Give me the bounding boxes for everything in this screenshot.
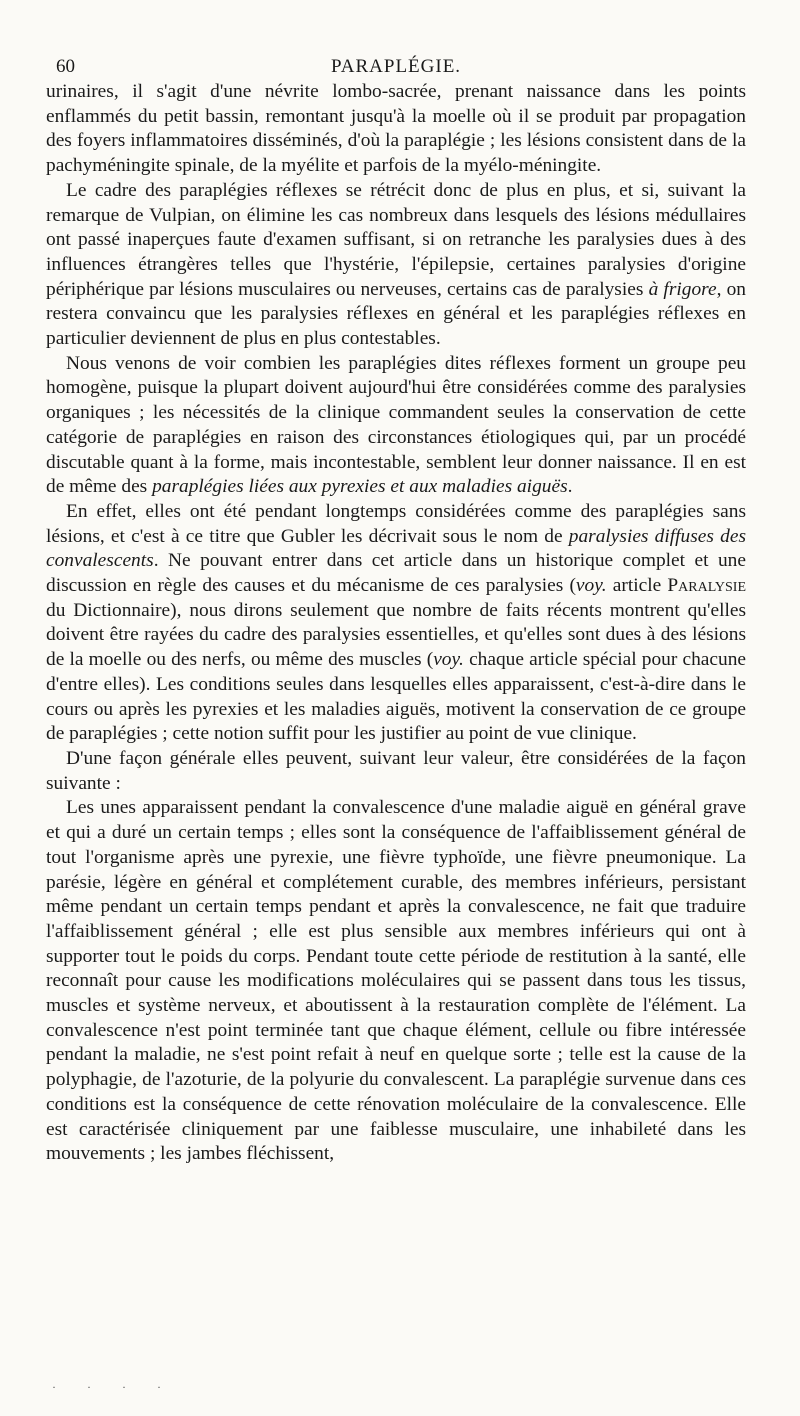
paragraph-4-smallcaps: Paralysie (667, 575, 746, 597)
paragraph-4-italic-1: paralysies diffuses des convalescents (46, 525, 746, 572)
paragraph-5-text: D'une façon générale elles peuvent, suivant leur valeur, être considérées de la façon suivante : (46, 747, 746, 794)
paragraph-4-text-5: chaque article spécial pour chacune d'entre elles). Les conditions seules dans lesquelles elles apparaissent, c'est-à-dire dans le cours ou après les pyrexies et les maladies aiguës, motivent la conservation de ce groupe de paraplégies ; cette notion suffit pour les justifier au point de vue clinique. (46, 649, 746, 745)
paragraph-2-text-a: Le cadre des paraplégies réflexes se rétrécit donc de plus en plus, et si, suivant la remarque de Vulpian, on élimine les cas nombreux dans lesquels des lésions médullaires ont passé inaperçues faute d'examen suffisant, si on retranche les paralysies dues à des influences étrangères telles que l'hystérie, l'épilepsie, certaines paralysies d'origine périphérique par lésions musculaires ou nerveuses, certains cas de paralysies (46, 179, 746, 300)
paragraph-2 (46, 179, 746, 352)
paragraph-4 (46, 500, 746, 747)
body-text (46, 80, 746, 1167)
paragraph-4-italic-2: voy. (575, 575, 607, 597)
paragraph-4-text-4: du Dictionnaire), nous dirons seulement que nombre de faits récents montrent qu'elles doivent être rayées du cadre des paralysies essentielles, et qu'elles sont dues à des lésions de la moelle ou des nerfs, ou même des muscles ( (46, 599, 746, 671)
paragraph-3-text-b: . (567, 476, 573, 498)
paragraph-3-italic: paraplégies liées aux pyrexies et aux maladies aiguës (152, 476, 568, 498)
running-title: PARAPLÉGIE. (330, 56, 462, 77)
page-header (46, 46, 746, 80)
paragraph-2-text-b: , on restera convaincu que les paralysies réflexes en général et les paraplégies réflexes en particulier deviennent de plus en plus contestables. (46, 278, 746, 350)
paragraph-5 (46, 747, 746, 796)
paragraph-4-text-2: . Ne pouvant entrer dans cet article dans un historique complet et une discussion en règle des causes et du mécanisme de ces paralysies ( (46, 550, 746, 597)
paragraph-6-text: Les unes apparaissent pendant la convalescence d'une maladie aiguë en général grave et qui a duré un certain temps ; elles sont la conséquence de l'affaiblissement général de tout l'organisme après une pyrexie, une fièvre typhoïde, une fièvre pneumonique. La parésie, légère en général et complétement curable, des membres inférieurs, persistant même pendant un certain temps pendant et après la convalescence, ne fait que traduire l'affaiblissement général ; elle est plus sensible aux membres inférieurs qui ont à supporter tout le poids du corps. Pendant toute cette période de restitution à la santé, elle reconnaît pour cause les modifications moléculaires qui se passent dans tous les tissus, muscles et système nerveux, et aboutissent à la restauration complète de l'élément. La convalescence n'est point terminée tant que chaque élément, cellule ou fibre intéressée pendant la maladie, ne s'est point refait à neuf en quelque sorte ; telle est la cause de la polyphagie, de l'azoturie, de la polyurie du convalescent. La paraplégie survenue dans ces conditions est la conséquence de cette rénovation moléculaire de la convalescence. Elle est caractérisée cliniquement par une faiblesse musculaire, une inhabileté dans les mouvements ; les jambes fléchissent, (46, 797, 746, 1165)
paragraph-1 (46, 80, 746, 179)
paragraph-1-text: urinaires, il s'agit d'une névrite lombo-sacrée, prenant naissance dans les points enflammés du petit bassin, remontant jusqu'à la moelle où il se produit par propagation des foyers inflammatoires disséminés, d'où la paraplégie ; les lésions consistent dans de la pachyméningite spinale, de la myélite et parfois de la myélo-méningite. (46, 81, 746, 177)
paragraph-4-text-1: En effet, elles ont été pendant longtemps considérées comme des paraplégies sans lésions, et c'est à ce titre que Gubler les décrivait sous le nom de (46, 500, 746, 547)
paragraph-3-text-a: Nous venons de voir combien les paraplégies dites réflexes forment un groupe peu homogène, puisque la plupart doivent aujourd'hui être considérées comme des paralysies organiques ; les nécessités de la clinique commandent seules la conservation de cette catégorie de paraplégies en raison des circonstances étiologiques qui, par un procédé discutable quant à la forme, mais incontestable, semblent leur donner naissance. Il en est de même des (46, 352, 746, 498)
paragraph-4-text-3: article (606, 575, 668, 597)
page-number: 60 (56, 56, 75, 77)
paragraph-3 (46, 352, 746, 500)
paragraph-2-italic: à frigore (648, 278, 717, 300)
footer-print-marks: · · · · (52, 1380, 175, 1394)
paragraph-4-italic-3: voy. (433, 649, 464, 671)
paragraph-6 (46, 796, 746, 1167)
